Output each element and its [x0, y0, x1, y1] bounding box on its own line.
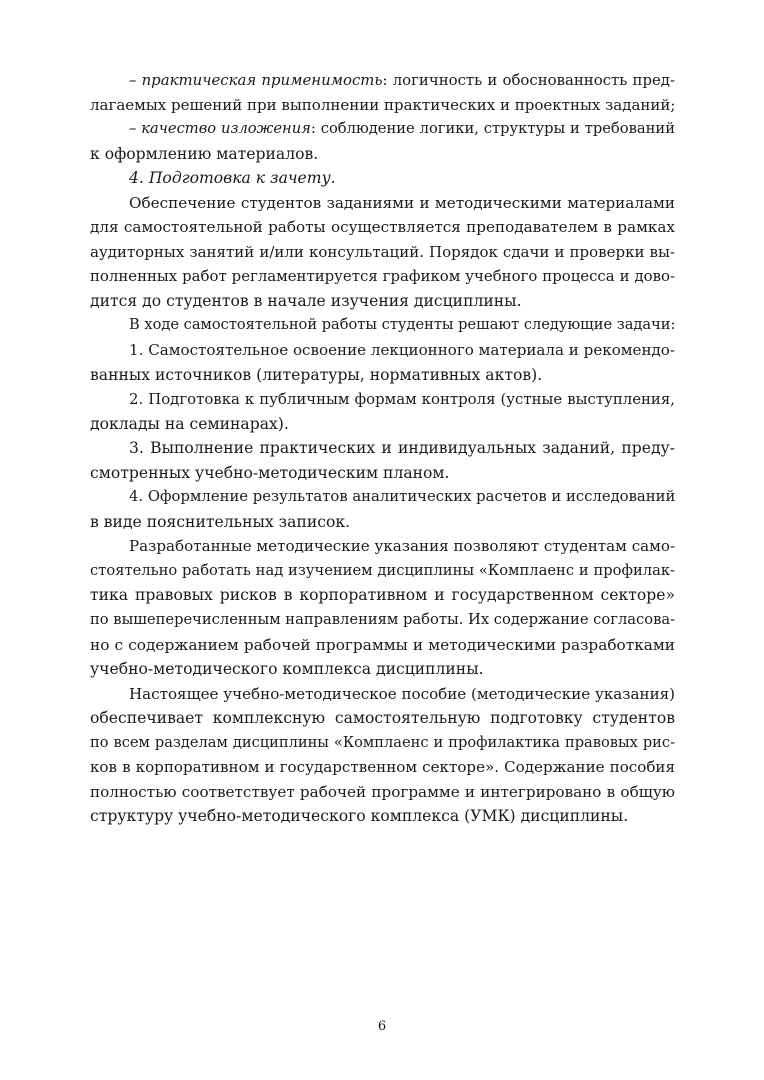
paragraph-line: стоятельно работать над изучением дисциплины «Комплаенс и профилак-	[90, 561, 675, 579]
criterion-text: : логичность и обоснованность пред-	[382, 71, 675, 89]
criterion-term: качество изложения	[141, 120, 311, 138]
task-item-line-1: 1. Самостоятельное освоение лекционного материала и рекомендо-	[129, 341, 675, 360]
criterion-dash: –	[129, 120, 142, 138]
paragraph-line: Обеспечение студентов заданиями и методическими материалами	[129, 193, 675, 212]
task-item-line-2: в виде пояснительных записок.	[90, 512, 351, 531]
criterion-presentation-line-2: к оформлению материалов.	[90, 144, 319, 163]
tasks-intro: В ходе самостоятельной работы студенты решают следующие задачи:	[129, 316, 676, 334]
paragraph-line: полненных работ регламентируется графиком учебного процесса и дово-	[90, 267, 675, 286]
criterion-term: практическая применимость	[141, 71, 383, 89]
paragraph-line: Разработанные методические указания позволяют студентам само-	[129, 537, 676, 556]
task-item-line-2: доклады на семинарах).	[90, 414, 289, 433]
criterion-dash: –	[129, 71, 142, 89]
task-item-line-1: 4. Оформление результатов аналитических расчетов и исследований	[129, 488, 676, 506]
paragraph-line: структуру учебно-методического комплекса (УМК) дисциплины.	[90, 807, 629, 826]
section-heading: 4. Подготовка к зачету.	[129, 169, 336, 188]
task-item-line-1: 2. Подготовка к публичным формам контроля (устные выступления,	[129, 390, 675, 409]
paragraph-line: для самостоятельной работы осуществляется преподавателем в рамках	[90, 218, 675, 237]
paragraph-line: Настоящее учебно-методическое пособие (методические указания)	[129, 684, 676, 703]
page-number: 6	[377, 1019, 387, 1034]
paragraph-line: по вышеперечисленным направлениям работы. Их содержание согласова-	[90, 611, 676, 629]
criterion-text: : соблюдение логики, структуры и требований	[310, 120, 676, 138]
paragraph-line: учебно-методического комплекса дисциплины.	[90, 660, 484, 679]
paragraph-line: обеспечивает комплексную самостоятельную подготовку студентов	[90, 709, 675, 728]
paragraph-line: дится до студентов в начале изучения дисциплины.	[90, 291, 522, 310]
task-item-line-1: 3. Выполнение практических и индивидуальных заданий, преду-	[129, 439, 675, 458]
criterion-practical-line-1	[90, 68, 675, 93]
task-item-line-2: ванных источников (литературы, нормативных актов).	[90, 365, 543, 384]
paragraph-line: ков в корпоративном и государственном секторе». Содержание пособия	[90, 758, 675, 777]
criterion-presentation-line-1	[90, 117, 675, 142]
paragraph-line: тика правовых рисков в корпоративном и государственном секторе»	[90, 586, 675, 605]
paragraph-line: по всем разделам дисциплины «Комплаенс и профилактика правовых рис-	[90, 733, 675, 751]
paragraph-line: аудиторных занятий и/или консультаций. Порядок сдачи и проверки вы-	[90, 242, 675, 261]
task-item-line-2: смотренных учебно-методическим планом.	[90, 463, 450, 482]
paragraph-line: но с содержанием рабочей программы и методическими разработками	[90, 635, 675, 654]
criterion-practical-line-2: лагаемых решений при выполнении практических и проектных заданий;	[90, 95, 676, 114]
paragraph-line: полностью соответствует рабочей программе и интегрировано в общую	[90, 782, 675, 801]
page-body	[90, 68, 675, 829]
